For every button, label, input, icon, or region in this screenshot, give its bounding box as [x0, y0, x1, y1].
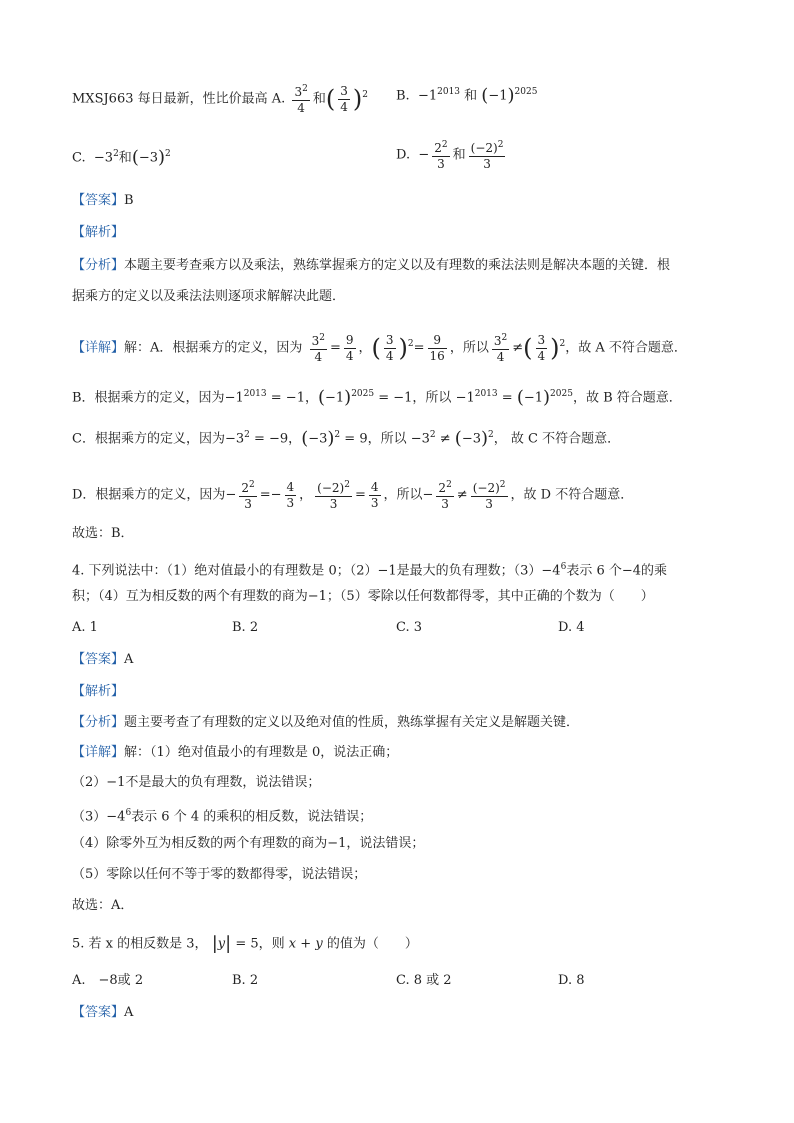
q3-fenxi: 【分析】本题主要考查乘方以及乘法，熟练掌握乘方的定义以及有理数的乘法法则是解决本题的关键．根 [72, 258, 671, 273]
q4-answer: 【答案】A [72, 652, 134, 667]
q4-stem-2: 积；（4）互为相反数的两个有理数的商为−1；（5）零除以任何数都得零，其中正确的个数为（ ） [72, 589, 654, 604]
q4-stem-1: 4. 下列说法中：（1）绝对值最小的有理数是 0；（2）−1是最大的负有理数；$(3)-4^6$表示 6 个−4的乘 [72, 562, 668, 579]
q3-choose: 故选：B． [72, 526, 134, 541]
q3-detail-b: B．根据乘方的定义，因为$-1^{2013} = -1$，$(-1)^{2025} = -1$，所以 $-1^{2013} = (-1)^{2025}$，故 B 符合题意． [72, 386, 682, 408]
q3-option-c-label: C. [72, 150, 86, 166]
q4-option-a: A. 1 [72, 620, 98, 635]
q5-option-c: C. 8 或 2 [396, 973, 452, 988]
q5-option-b: B. 2 [232, 973, 259, 988]
q3-options-ab: MXSJ663 每日最新，性比价最高 A. $\frac{3^2}{4}$ 和( $\frac{3}{4}$ )$^2$ B. $-1^{2013}$ 和 $(-1)^{2025}$ [72, 83, 538, 115]
q4-option-d: D. 4 [558, 620, 585, 635]
q3-answer: 【答案】B [72, 193, 134, 208]
q4-detail-4: （4）除零外互为相反数的两个有理数的商为−1，说法错误； [72, 836, 425, 851]
q3-option-b-label: B. [396, 88, 410, 104]
q5-stem: 5. 若 x 的相反数是 3， |y| = 5，则 x + y 的值为（ ） [72, 933, 418, 954]
q5-option-d: D. 8 [558, 973, 585, 988]
q4-detail-5: （5）零除以任何不等于零的数都得零，说法错误； [72, 867, 367, 882]
q3-analysis-heading: 【解析】 [72, 225, 125, 240]
q3-option-d-label: D. [396, 147, 411, 163]
q3-detail-c: C．根据乘方的定义，因为$-3^2 = -9$，$(-3)^2 = 9$，所以 $-3^2 \ne (-3)^2$， 故 C 不符合题意． [72, 427, 621, 449]
q4-options [72, 618, 734, 638]
q4-detail-2: （2）−1不是最大的负有理数，说法错误； [72, 775, 321, 790]
q4-choose: 故选：A． [72, 898, 134, 913]
q3-detail-a: 【详解】解：A．根据乘方的定义，因为 $\frac{3^2}{4}$ = $\frac{9}{4}$ ，( $\frac{3}{4}$ )$^2$= $\frac{9}{16}$ ，所以 $\frac{3^2}{4}$ ≠( $\frac{3}{4}$ )$^2$，故 A 不符合题意． [72, 332, 687, 364]
q4-fenxi: 【分析】题主要考查了有理数的定义以及绝对值的性质，熟练掌握有关定义是解题关键． [72, 715, 580, 730]
q5-options [72, 971, 734, 991]
q3-fenxi-cont: 据乘方的定义以及乘法法则逐项求解解决此题． [72, 289, 346, 304]
q4-detail-1: 【详解】解：（1）绝对值最小的有理数是 0，说法正确； [72, 745, 399, 760]
q5-answer: 【答案】A [72, 1005, 134, 1020]
q4-option-c: C. 3 [396, 620, 423, 635]
q3-options-cd: C. $-3^2$和$(-3)^2$ D. − $\frac{2^2}{3}$ 和 $\frac{(-2)^2}{3}$ [72, 140, 504, 171]
q3-detail-d: D．根据乘方的定义，因为− $\frac{2^2}{3}$ =− $\frac{4}{3}$ ， $\frac{(-2)^2}{3}$ = $\frac{4}{3}$ ，所以− $\frac{2^2}{3}$ ≠ $\frac{(-2)^2}{3}$ ，故 D 不符合题意． [72, 479, 634, 511]
q5-option-a: A. −8或 2 [72, 973, 144, 988]
q3-option-a-label: MXSJ663 每日最新，性比价最高 A. [72, 91, 286, 107]
q4-detail-3: $(3)-4^6$表示 6 个 4 的乘积的相反数，说法错误； [72, 808, 373, 825]
q4-option-b: B. 2 [232, 620, 259, 635]
q4-analysis-heading: 【解析】 [72, 684, 125, 699]
